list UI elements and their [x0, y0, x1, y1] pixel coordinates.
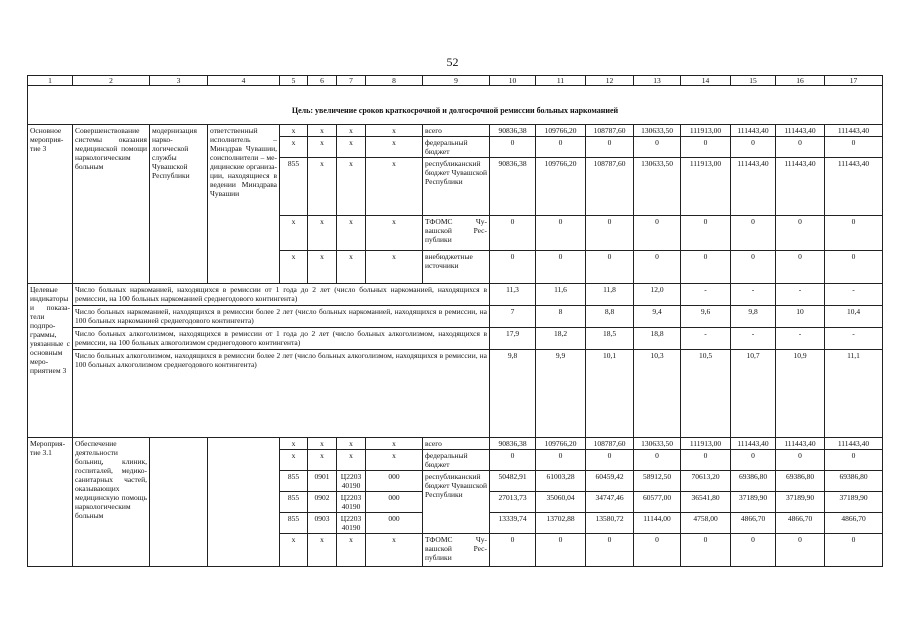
value-cell: 69386,80: [776, 471, 825, 492]
code-cell: x: [308, 534, 337, 567]
code-cell: 855: [280, 471, 308, 492]
col-header: 1: [28, 76, 73, 86]
indicator-row: [28, 328, 883, 350]
value-cell: 111443,40: [776, 125, 825, 137]
value-cell: -: [825, 328, 883, 350]
value-cell: 13702,88: [536, 513, 586, 534]
col-header: 6: [308, 76, 337, 86]
code-cell: x: [280, 137, 308, 158]
indicator-row: [28, 350, 883, 438]
value-cell: 12,0: [634, 284, 681, 306]
indicator-text-cell: Число больных наркоманией, находящихся в ремиссии от 1 года до 2 лет (число больных наркоманией, находящихся в ремиссии, на 100 больных наркоманией среднегодового контингента): [73, 284, 490, 306]
value-cell: -: [681, 284, 731, 306]
table-row: [28, 125, 883, 137]
value-cell: 60577,00: [634, 492, 681, 513]
col-header: 15: [731, 76, 776, 86]
value-cell: 0: [536, 216, 586, 251]
value-cell: 37189,90: [776, 492, 825, 513]
value-cell: 0: [776, 534, 825, 567]
indicator-row: [28, 284, 883, 306]
value-cell: 0: [731, 534, 776, 567]
code-cell: x: [308, 450, 337, 471]
goal-title: Цель: увеличение сроков краткосрочной и долгосрочной ремиссии больных наркоманией: [28, 86, 883, 125]
value-cell: 0: [681, 251, 731, 284]
value-cell: 109766,20: [536, 158, 586, 216]
col-header: 13: [634, 76, 681, 86]
funding-source-cell: федеральный бюджет: [423, 137, 490, 158]
value-cell: 50482,91: [490, 471, 536, 492]
value-cell: 11,1: [825, 350, 883, 438]
indicator-row: [28, 306, 883, 328]
funding-source-cell: всего: [423, 125, 490, 137]
value-cell: 111443,40: [825, 438, 883, 450]
value-cell: 111913,00: [681, 125, 731, 137]
value-cell: 0: [490, 251, 536, 284]
code-cell: x: [337, 251, 366, 284]
code-cell: x: [280, 534, 308, 567]
code-cell: 000: [366, 492, 423, 513]
col-header: 2: [73, 76, 150, 86]
value-cell: 0: [776, 450, 825, 471]
code-cell: Ц2203 40190: [337, 471, 366, 492]
value-cell: 61003,28: [536, 471, 586, 492]
value-cell: 0: [681, 534, 731, 567]
code-cell: x: [308, 137, 337, 158]
value-cell: 0: [536, 251, 586, 284]
col-header: 16: [776, 76, 825, 86]
value-cell: 4866,70: [731, 513, 776, 534]
value-cell: 0: [586, 534, 634, 567]
value-cell: 0: [776, 216, 825, 251]
event-description-cell: Совершенствование системы оказания медицинской помощи наркологическим больным: [73, 125, 150, 284]
code-cell: x: [337, 450, 366, 471]
value-cell: 0: [536, 450, 586, 471]
code-cell: x: [308, 158, 337, 216]
value-cell: 9,8: [731, 306, 776, 328]
value-cell: 17,9: [490, 328, 536, 350]
value-cell: 18,2: [536, 328, 586, 350]
code-cell: 855: [280, 158, 308, 216]
value-cell: 7: [490, 306, 536, 328]
value-cell: 0: [825, 251, 883, 284]
value-cell: 0: [586, 450, 634, 471]
value-cell: 108787,60: [586, 158, 634, 216]
value-cell: 8,8: [586, 306, 634, 328]
value-cell: 69386,80: [825, 471, 883, 492]
value-cell: 37189,90: [731, 492, 776, 513]
value-cell: 108787,60: [586, 125, 634, 137]
value-cell: 10,5: [681, 350, 731, 438]
value-cell: 0: [825, 216, 883, 251]
value-cell: 0: [731, 251, 776, 284]
value-cell: 0: [634, 450, 681, 471]
indicators-section: [28, 284, 883, 438]
funding-source-cell: ТФОМС Чувашской Республики: [423, 534, 490, 567]
code-cell: 000: [366, 513, 423, 534]
value-cell: 0: [681, 216, 731, 251]
value-cell: 111443,40: [776, 158, 825, 216]
value-cell: 0: [536, 137, 586, 158]
value-cell: 34747,46: [586, 492, 634, 513]
value-cell: 18,8: [634, 328, 681, 350]
value-cell: 0: [825, 534, 883, 567]
event-name-cell: Основное мероприятие 3: [28, 125, 73, 284]
program-table: [27, 75, 883, 567]
value-cell: 11144,00: [634, 513, 681, 534]
funding-source-cell: ТФОМС Чувашской Республики: [423, 216, 490, 251]
col-header: 17: [825, 76, 883, 86]
page-number: 52: [446, 55, 459, 69]
col-header: 5: [280, 76, 308, 86]
goal-row: [28, 86, 883, 125]
value-cell: 111443,40: [825, 125, 883, 137]
value-cell: 108787,60: [586, 438, 634, 450]
value-cell: 10,7: [731, 350, 776, 438]
funding-source-cell: республиканский бюджет Чувашской Республики: [423, 158, 490, 216]
funding-source-cell: внебюджетные источники: [423, 251, 490, 284]
value-cell: -: [776, 328, 825, 350]
col-header: 9: [423, 76, 490, 86]
value-cell: 0: [731, 216, 776, 251]
code-cell: x: [308, 216, 337, 251]
value-cell: 0: [776, 137, 825, 158]
code-cell: x: [337, 216, 366, 251]
value-cell: 4866,70: [825, 513, 883, 534]
value-cell: 0: [586, 137, 634, 158]
code-cell: x: [337, 125, 366, 137]
code-cell: 855: [280, 492, 308, 513]
value-cell: 37189,90: [825, 492, 883, 513]
value-cell: 130633,50: [634, 438, 681, 450]
column-number-row: [28, 76, 883, 86]
value-cell: 0: [490, 137, 536, 158]
value-cell: 11,6: [536, 284, 586, 306]
code-cell: x: [280, 125, 308, 137]
value-cell: 11,8: [586, 284, 634, 306]
code-cell: x: [366, 450, 423, 471]
value-cell: 60459,42: [586, 471, 634, 492]
event-name-cell: Мероприятие 3.1: [28, 438, 73, 567]
code-cell: x: [280, 216, 308, 251]
value-cell: 111443,40: [776, 438, 825, 450]
value-cell: 111443,40: [731, 158, 776, 216]
responsible-executor-cell: ответственный исполнитель – Минздрав Чувашии, соисполнители – медицинские организации, находящиеся в ведении Минздрава Чувашии: [208, 125, 280, 284]
value-cell: 58912,50: [634, 471, 681, 492]
responsible-executor-cell: [208, 438, 280, 567]
value-cell: 90836,38: [490, 125, 536, 137]
value-cell: 18,5: [586, 328, 634, 350]
code-cell: x: [366, 438, 423, 450]
code-cell: 000: [366, 471, 423, 492]
value-cell: 10: [776, 306, 825, 328]
code-cell: x: [366, 216, 423, 251]
value-cell: 8: [536, 306, 586, 328]
indicator-text-cell: Число больных алкоголизмом, находящихся в ремиссии более 2 лет (число больных алкоголизмом, находящихся в ремиссии, на 100 больных алкоголизмом среднегодового контингента): [73, 350, 490, 438]
col-header: 4: [208, 76, 280, 86]
code-cell: x: [337, 438, 366, 450]
value-cell: 10,1: [586, 350, 634, 438]
code-cell: x: [366, 534, 423, 567]
value-cell: 35060,04: [536, 492, 586, 513]
value-cell: 10,3: [634, 350, 681, 438]
value-cell: 90836,38: [490, 438, 536, 450]
value-cell: 111913,00: [681, 438, 731, 450]
value-cell: -: [776, 284, 825, 306]
value-cell: 0: [681, 450, 731, 471]
value-cell: 111443,40: [731, 438, 776, 450]
value-cell: 0: [634, 216, 681, 251]
indicator-text-cell: Число больных алкоголизмом, находящихся в ремиссии от 1 года до 2 лет (число больных алкоголизмом, находящихся в ремиссии, на 100 больных алкоголизмом среднегодового контингента): [73, 328, 490, 350]
value-cell: 90836,38: [490, 158, 536, 216]
value-cell: 9,8: [490, 350, 536, 438]
value-cell: 9,6: [681, 306, 731, 328]
col-header: 3: [150, 76, 208, 86]
value-cell: 0: [586, 216, 634, 251]
value-cell: 9,4: [634, 306, 681, 328]
col-header: 11: [536, 76, 586, 86]
value-cell: 11,3: [490, 284, 536, 306]
value-cell: -: [681, 328, 731, 350]
code-cell: x: [337, 137, 366, 158]
value-cell: 0: [490, 216, 536, 251]
value-cell: 0: [825, 137, 883, 158]
code-cell: x: [337, 158, 366, 216]
value-cell: 109766,20: [536, 125, 586, 137]
value-cell: -: [825, 284, 883, 306]
code-cell: x: [337, 534, 366, 567]
value-cell: 109766,20: [536, 438, 586, 450]
col-header: 7: [337, 76, 366, 86]
code-cell: 0902: [308, 492, 337, 513]
code-cell: x: [366, 158, 423, 216]
value-cell: 111443,40: [825, 158, 883, 216]
value-cell: 0: [586, 251, 634, 284]
funding-source-cell: всего: [423, 438, 490, 450]
event-task-cell: модернизация наркологической службы Чувашской Республики: [150, 125, 208, 284]
value-cell: 0: [490, 534, 536, 567]
code-cell: Ц2203 40190: [337, 492, 366, 513]
value-cell: 10,4: [825, 306, 883, 328]
value-cell: 0: [536, 534, 586, 567]
value-cell: 4866,70: [776, 513, 825, 534]
event-3-1-section: [28, 438, 883, 567]
value-cell: 0: [731, 137, 776, 158]
event-task-cell: [150, 438, 208, 567]
code-cell: x: [308, 251, 337, 284]
code-cell: x: [366, 125, 423, 137]
value-cell: 111443,40: [731, 125, 776, 137]
code-cell: Ц2203 40190: [337, 513, 366, 534]
code-cell: x: [366, 137, 423, 158]
col-header: 8: [366, 76, 423, 86]
code-cell: 855: [280, 513, 308, 534]
value-cell: 0: [731, 450, 776, 471]
value-cell: 0: [681, 137, 731, 158]
value-cell: 0: [634, 534, 681, 567]
value-cell: 0: [634, 137, 681, 158]
funding-source-cell: федеральный бюджет: [423, 450, 490, 471]
value-cell: 111913,00: [681, 158, 731, 216]
code-cell: x: [280, 438, 308, 450]
code-cell: x: [366, 251, 423, 284]
value-cell: 27013,73: [490, 492, 536, 513]
code-cell: 0901: [308, 471, 337, 492]
value-cell: -: [731, 284, 776, 306]
funding-source-cell: республиканский бюджет Чувашской Республики: [423, 471, 490, 534]
col-header: 14: [681, 76, 731, 86]
value-cell: 36541,80: [681, 492, 731, 513]
code-cell: x: [280, 251, 308, 284]
table-row: [28, 438, 883, 450]
value-cell: 13580,72: [586, 513, 634, 534]
indicators-label-cell: Целевые индикаторы и показатели подпрограммы, увязанные с основным мероприятием 3: [28, 284, 73, 438]
value-cell: 0: [776, 251, 825, 284]
code-cell: 0903: [308, 513, 337, 534]
value-cell: 9,9: [536, 350, 586, 438]
event-description-cell: Обеспечение деятельности больниц, клиник, госпиталей, медико-санитарных частей, оказывающих медицинскую помощь наркологическим больным: [73, 438, 150, 567]
value-cell: 0: [825, 450, 883, 471]
value-cell: 0: [490, 450, 536, 471]
value-cell: 70613,20: [681, 471, 731, 492]
value-cell: 130633,50: [634, 125, 681, 137]
code-cell: x: [280, 450, 308, 471]
code-cell: x: [308, 125, 337, 137]
value-cell: -: [731, 328, 776, 350]
value-cell: 13339,74: [490, 513, 536, 534]
col-header: 12: [586, 76, 634, 86]
value-cell: 0: [634, 251, 681, 284]
value-cell: 69386,80: [731, 471, 776, 492]
value-cell: 4758,00: [681, 513, 731, 534]
value-cell: 10,9: [776, 350, 825, 438]
value-cell: 130633,50: [634, 158, 681, 216]
indicator-text-cell: Число больных наркоманией, находящихся в ремиссии более 2 лет (число больных наркоманией, находящихся в ремиссии, на 100 больных наркоманией среднегодового контингента): [73, 306, 490, 328]
main-event-3-section: [28, 125, 883, 284]
code-cell: x: [308, 438, 337, 450]
col-header: 10: [490, 76, 536, 86]
